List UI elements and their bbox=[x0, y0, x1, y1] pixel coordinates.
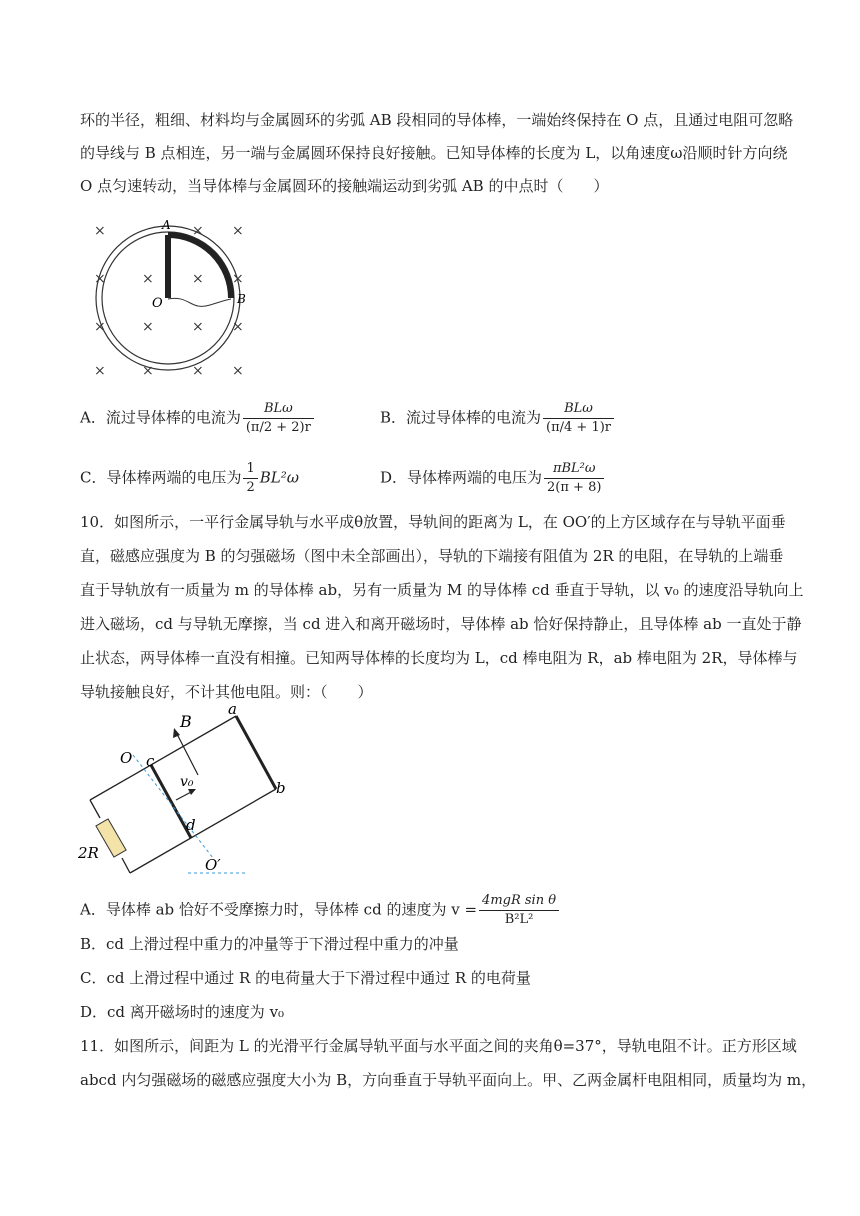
resistor-2r bbox=[96, 819, 126, 857]
field-cross: × bbox=[232, 223, 244, 239]
field-cross: × bbox=[94, 363, 106, 379]
q9-text-line-3: O 点匀速转动，当导体棒与金属圆环的接触端运动到劣弧 AB 的中点时（ ） bbox=[80, 177, 609, 195]
option-c-text: C．导体棒两端的电压为 bbox=[80, 468, 242, 487]
connecting-wire bbox=[168, 298, 231, 306]
label-b: b bbox=[276, 779, 286, 797]
field-arrow bbox=[176, 732, 198, 775]
field-cross: × bbox=[142, 363, 154, 379]
q9-option-c[interactable] bbox=[80, 460, 299, 497]
label-b-field: B bbox=[180, 712, 192, 731]
label-c: c bbox=[146, 752, 155, 770]
q11-text-line-1: 11．如图所示，间距为 L 的光滑平行金属导轨平面与水平面之间的夹角θ=37°，导轨电阻不计。正方形区域 bbox=[80, 1037, 797, 1055]
q10-text-line-5: 止状态，两导体棒一直没有相撞。已知两导体棒的长度均为 L，cd 棒电阻为 R，ab 棒电阻为 2R，导体棒与 bbox=[80, 649, 798, 667]
field-cross: × bbox=[232, 319, 244, 335]
field-cross: × bbox=[142, 319, 154, 335]
arc-ab bbox=[168, 235, 231, 298]
q10-option-d[interactable]: D．cd 离开磁场时的速度为 v₀ bbox=[80, 1003, 285, 1021]
field-cross: × bbox=[192, 363, 204, 379]
q10-text-line-3: 直于导轨放有一质量为 m 的导体棒 ab，另有一质量为 M 的导体棒 cd 垂直于导轨，以 v₀ 的速度沿导轨向上 bbox=[80, 581, 804, 599]
q11-text-line-2: abcd 内匀强磁场的磁感应强度大小为 B，方向垂直于导轨平面向上。甲、乙两金属杆电阻相同，质量均为 m， bbox=[80, 1071, 817, 1089]
q10-text-line-6: 导轨接触良好，不计其他电阻。则：（ ） bbox=[80, 683, 373, 701]
label-o: O bbox=[120, 749, 133, 767]
rail-lower bbox=[130, 789, 276, 873]
rail-figure bbox=[78, 700, 288, 880]
option-a-text: A．流过导体棒的电流为 bbox=[80, 408, 241, 427]
q10-text-line-1: 10．如图所示，一平行金属导轨与水平成θ放置，导轨间的距离为 L，在 OO′的上方区域存在与导轨平面垂 bbox=[80, 513, 786, 531]
label-a: a bbox=[228, 700, 237, 718]
q10-option-a[interactable] bbox=[80, 892, 561, 929]
label-d: d bbox=[186, 816, 196, 834]
option-b-text: B．流过导体棒的电流为 bbox=[380, 408, 542, 427]
field-cross: × bbox=[232, 363, 244, 379]
q9-text-line-1: 环的半径，粗细、材料均与金属圆环的劣弧 AB 段相同的导体棒，一端始终保持在 O 点，且通过电阻可忽略 bbox=[80, 111, 794, 129]
q9-text-line-2: 的导线与 B 点相连，另一端与金属圆环保持良好接触。已知导体棒的长度为 L，以角速度ω沿顺时针方向绕 bbox=[80, 144, 788, 162]
label-v0: v₀ bbox=[180, 774, 194, 790]
q10-text-line-2: 直，磁感应强度为 B 的匀强磁场（图中未全部画出），导轨的下端接有阻值为 2R 的电阻，在导轨的上端垂 bbox=[80, 547, 784, 565]
option-c-fraction: $\frac{1}{2}$ bbox=[243, 460, 257, 497]
option-a-fraction: $\frac{\text{4mgR sin θ}}{\text{B²L²}}$ bbox=[479, 892, 559, 929]
field-cross: × bbox=[94, 319, 106, 335]
option-b-fraction: $\frac{\text{BLω}}{(\pi/4 + 1)r}$ bbox=[543, 400, 614, 437]
field-cross: × bbox=[192, 319, 204, 335]
field-cross: × bbox=[232, 271, 244, 287]
label-o: O bbox=[152, 296, 163, 311]
option-a-fraction: $\frac{\text{BLω}}{(\pi/2 + 2)r}$ bbox=[243, 400, 314, 437]
label-o-prime: O′ bbox=[205, 856, 221, 874]
field-cross: × bbox=[192, 223, 204, 239]
field-cross: × bbox=[192, 271, 204, 287]
label-a: A bbox=[162, 218, 171, 232]
q10-option-b[interactable]: B．cd 上滑过程中重力的冲量等于下滑过程中重力的冲量 bbox=[80, 935, 459, 953]
option-d-text: D．导体棒两端的电压为 bbox=[380, 468, 543, 487]
field-cross: × bbox=[94, 271, 106, 287]
q10-text-line-4: 进入磁场，cd 与导轨无摩擦，当 cd 进入和离开磁场时，导体棒 ab 恰好保持静止，且导体棒 ab 一直处于静 bbox=[80, 615, 802, 633]
field-cross: × bbox=[142, 271, 154, 287]
option-c-tail: BL²ω bbox=[259, 468, 299, 487]
option-d-fraction: $\frac{\text{πBL²ω}}{2(\pi + 8)}$ bbox=[544, 460, 604, 497]
ring-figure bbox=[80, 215, 260, 380]
option-a-text: A．导体棒 ab 恰好不受摩擦力时，导体棒 cd 的速度为 v = bbox=[80, 900, 478, 919]
label-b: B bbox=[237, 292, 246, 306]
q9-option-b[interactable] bbox=[380, 400, 616, 437]
rod-ab bbox=[236, 716, 276, 789]
q9-option-d[interactable] bbox=[380, 460, 606, 497]
field-cross: × bbox=[94, 223, 106, 239]
label-2r: 2R bbox=[78, 844, 99, 862]
q9-option-a[interactable] bbox=[80, 400, 316, 437]
q10-option-c[interactable]: C．cd 上滑过程中通过 R 的电荷量大于下滑过程中通过 R 的电荷量 bbox=[80, 969, 531, 987]
